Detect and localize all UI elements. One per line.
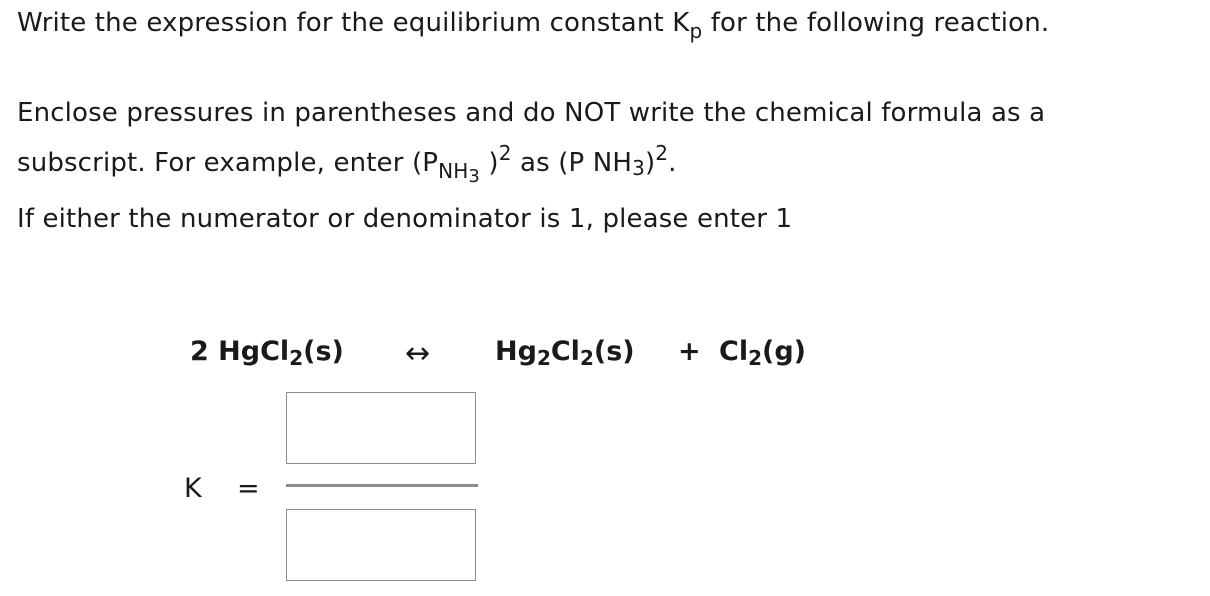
product-2-state: (g) bbox=[762, 336, 807, 367]
product-1-formula: Cl bbox=[550, 336, 580, 367]
instruction-line-3 bbox=[17, 141, 677, 187]
k-label: K bbox=[184, 473, 202, 504]
reactant bbox=[190, 333, 344, 371]
kp-subscript: p bbox=[689, 19, 703, 43]
example-subscript-text: NH bbox=[438, 159, 469, 183]
numerator-input[interactable] bbox=[286, 392, 476, 464]
product-2-formula: Cl bbox=[719, 336, 749, 367]
instruction-text: ) bbox=[480, 148, 499, 178]
example-subscript-2: 3 bbox=[632, 156, 645, 180]
instruction-text: subscript. For example, enter (P bbox=[17, 148, 439, 178]
example-subscript-digit: 3 bbox=[468, 166, 481, 187]
denominator-input[interactable] bbox=[286, 509, 476, 581]
product-1-subscript: 2 bbox=[536, 346, 551, 370]
reactant-subscript: 2 bbox=[289, 346, 304, 370]
instruction-line-4: If either the numerator or denominator is 1, please enter 1 bbox=[17, 204, 793, 234]
reactant-state: (s) bbox=[303, 336, 344, 367]
instruction-text: . bbox=[668, 148, 677, 178]
reactant-formula: 2 HgCl bbox=[190, 336, 290, 367]
instruction-text: as (P NH bbox=[511, 148, 633, 178]
instruction-line-1 bbox=[17, 6, 1049, 41]
product-1-formula: Hg bbox=[495, 336, 537, 367]
product-1 bbox=[495, 333, 635, 371]
example-superscript: 2 bbox=[498, 141, 512, 165]
product-2 bbox=[719, 333, 806, 371]
plus-sign: + bbox=[678, 336, 701, 367]
instruction-text: Write the expression for the equilibrium constant K bbox=[17, 8, 690, 38]
equals-sign: = bbox=[237, 473, 260, 504]
product-1-subscript: 2 bbox=[579, 346, 594, 370]
fraction-bar bbox=[286, 484, 478, 487]
product-1-state: (s) bbox=[593, 336, 635, 367]
equilibrium-arrow: ↔ bbox=[405, 336, 431, 371]
product-2-subscript: 2 bbox=[748, 346, 762, 370]
instruction-text: for the following reaction. bbox=[702, 8, 1050, 38]
instruction-line-2: Enclose pressures in parentheses and do NOT write the chemical formula as a bbox=[17, 98, 1046, 128]
example-subscript bbox=[438, 159, 481, 187]
instruction-text: ) bbox=[644, 148, 656, 178]
example-superscript-2: 2 bbox=[655, 141, 669, 165]
